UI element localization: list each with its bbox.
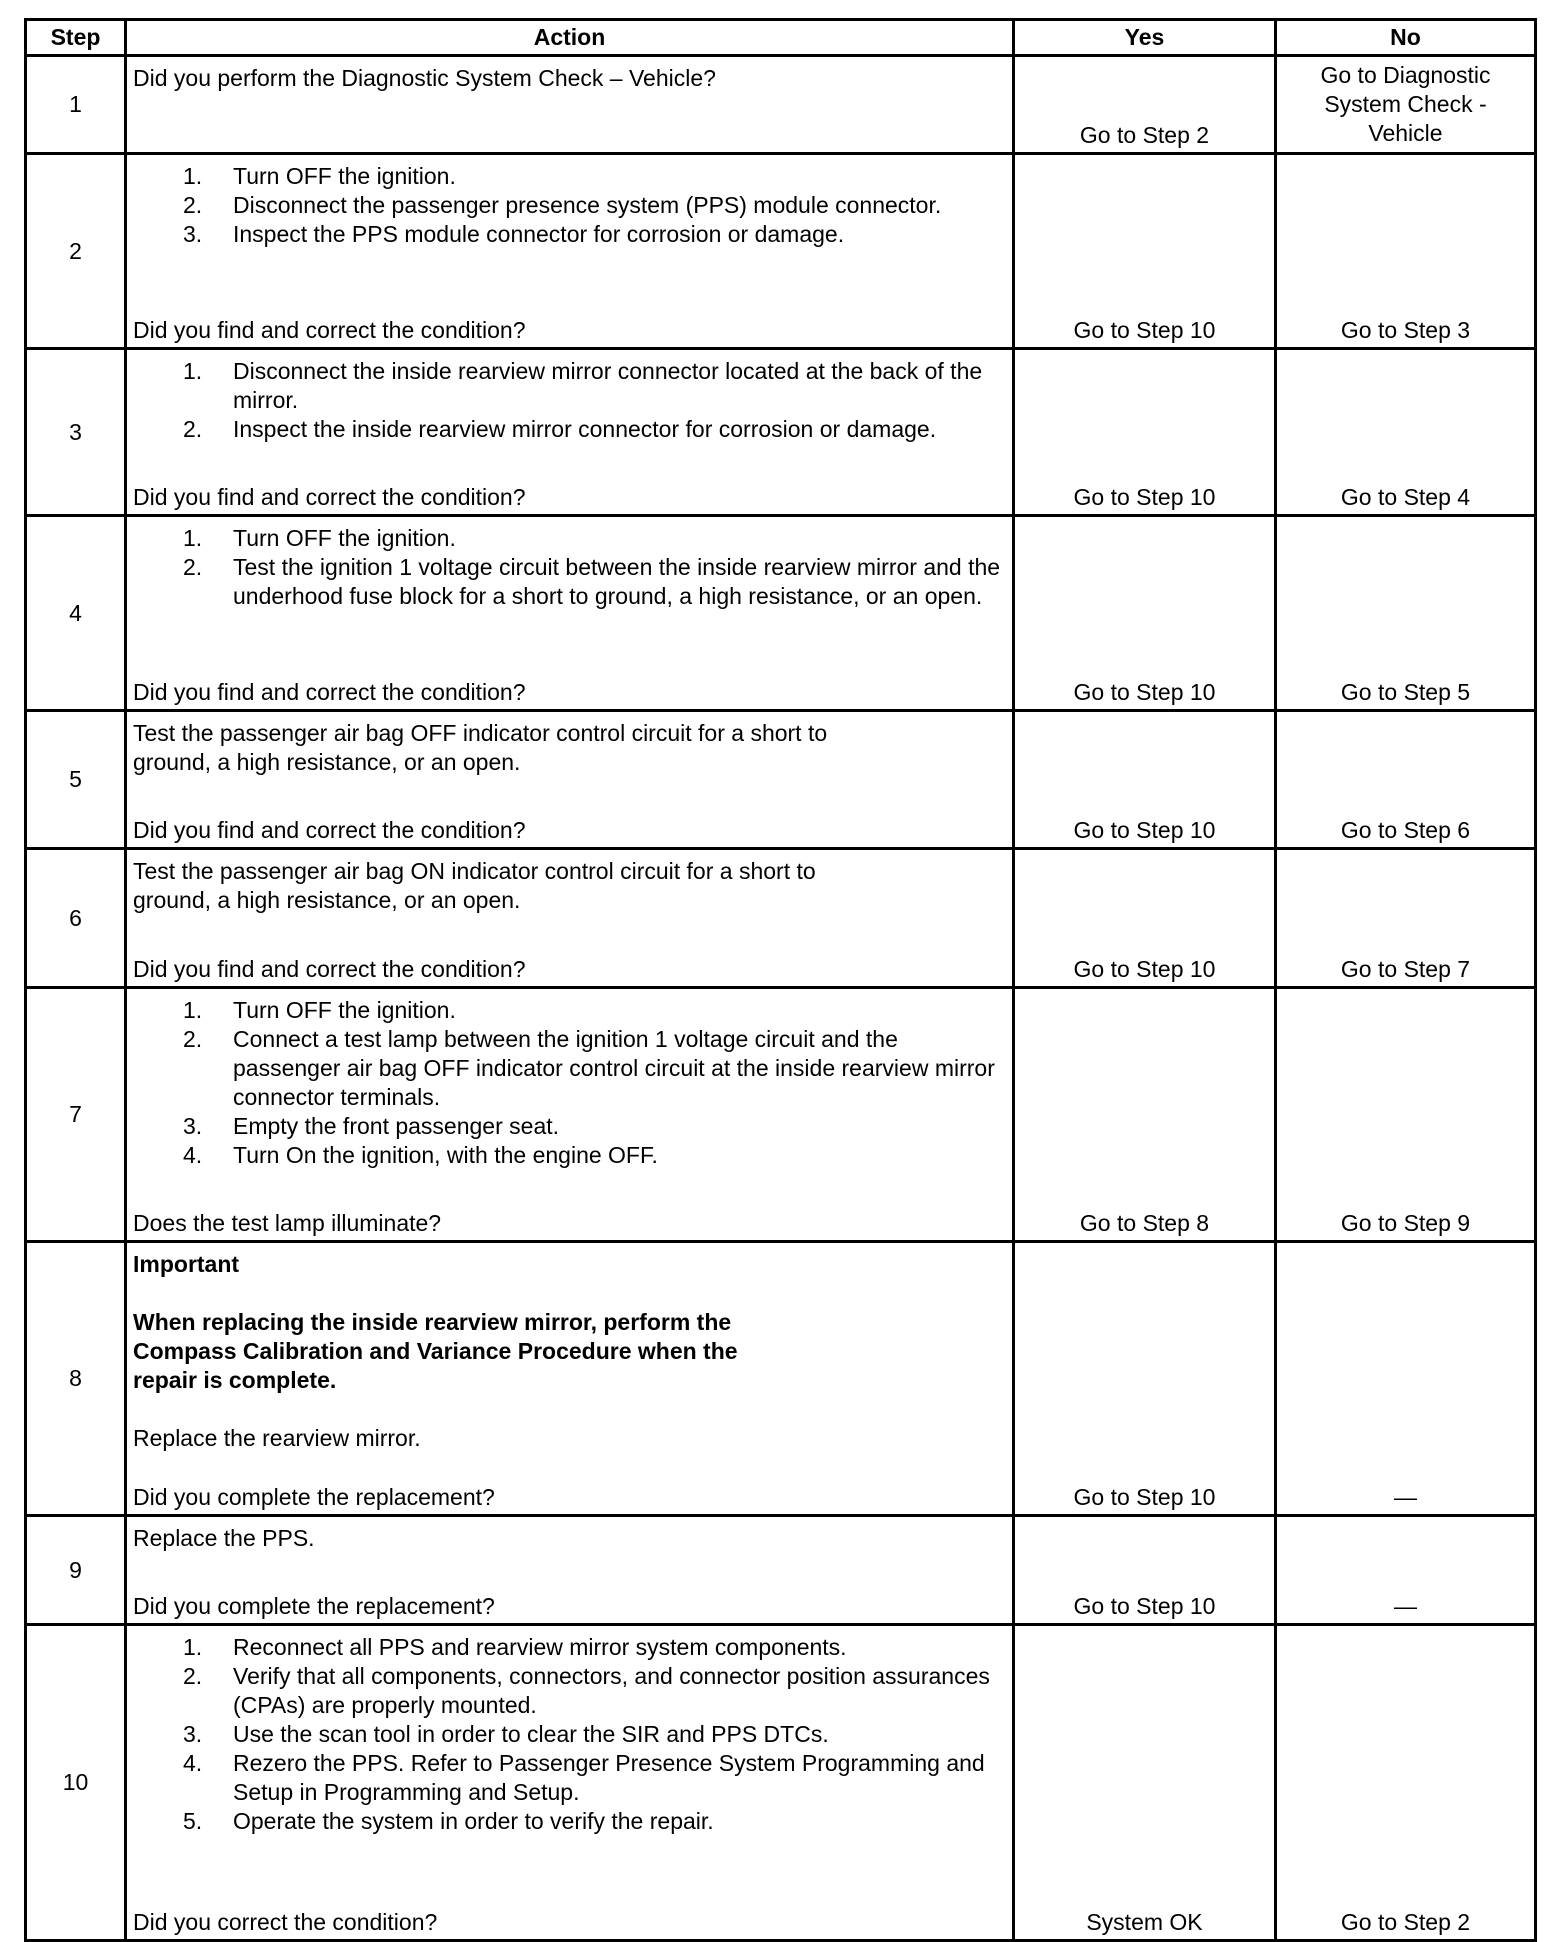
instruction-number: 1. xyxy=(183,1634,203,1660)
step-number: 9 xyxy=(26,1516,126,1625)
instruction-item xyxy=(133,1025,1004,1112)
no-result: Go to Diagnostic System Check - Vehicle xyxy=(1276,56,1536,154)
table-row xyxy=(26,154,1536,349)
action-paragraph: Test the passenger air bag ON indicator control circuit for a short to ground, a high resistance, or an open. xyxy=(133,858,816,913)
action-cell xyxy=(126,516,1014,711)
instruction-item xyxy=(133,996,1004,1025)
header-step: Step xyxy=(26,20,126,56)
action-question: Does the test lamp illuminate? xyxy=(133,1210,442,1236)
instruction-text: Turn OFF the ignition. xyxy=(233,997,456,1023)
instruction-number: 3. xyxy=(183,221,203,247)
yes-result: Go to Step 10 xyxy=(1014,154,1276,349)
instruction-text: Rezero the PPS. Refer to Passenger Presence System Programming and Setup in Programming and Setup. xyxy=(233,1750,985,1805)
yes-result: Go to Step 10 xyxy=(1014,516,1276,711)
table-body xyxy=(26,56,1536,1941)
instruction-list xyxy=(133,1633,1004,1836)
action-cell xyxy=(126,988,1014,1242)
instruction-text: Operate the system in order to verify the repair. xyxy=(233,1808,714,1834)
instruction-number: 1. xyxy=(183,997,203,1023)
instruction-text: Reconnect all PPS and rearview mirror system components. xyxy=(233,1634,847,1660)
instruction-item xyxy=(133,220,1004,249)
instruction-item xyxy=(133,1662,1004,1720)
instruction-item xyxy=(133,357,1004,415)
action-paragraph: Replace the PPS. xyxy=(133,1525,315,1551)
action-question: Did you find and correct the condition? xyxy=(133,317,526,343)
action-question: Did you correct the condition? xyxy=(133,1909,438,1935)
action-body xyxy=(133,996,1004,1170)
instruction-text: Inspect the PPS module connector for corrosion or damage. xyxy=(233,221,845,247)
header-row xyxy=(26,20,1536,56)
no-result: Go to Step 5 xyxy=(1276,516,1536,711)
yes-result: Go to Step 10 xyxy=(1014,849,1276,988)
yes-result: Go to Step 8 xyxy=(1014,988,1276,1242)
no-result: — xyxy=(1276,1242,1536,1516)
no-result: — xyxy=(1276,1516,1536,1625)
instruction-text: Connect a test lamp between the ignition 1 voltage circuit and the passenger air bag OFF indicator control circuit at the inside rearview mirror connector terminals. xyxy=(233,1026,995,1110)
instruction-number: 2. xyxy=(183,192,203,218)
instruction-item xyxy=(133,415,1004,444)
table-row xyxy=(26,988,1536,1242)
action-paragraph: Test the passenger air bag OFF indicator control circuit for a short to ground, a high resistance, or an open. xyxy=(133,720,828,775)
action-cell xyxy=(126,849,1014,988)
header-yes: Yes xyxy=(1014,20,1276,56)
instruction-text: Empty the front passenger seat. xyxy=(233,1113,560,1139)
step-number: 5 xyxy=(26,711,126,849)
step-number: 2 xyxy=(26,154,126,349)
header-action: Action xyxy=(126,20,1014,56)
instruction-text: Disconnect the inside rearview mirror connector located at the back of the mirror. xyxy=(233,358,983,413)
table-row xyxy=(26,1625,1536,1941)
action-cell xyxy=(126,154,1014,349)
action-question: Did you find and correct the condition? xyxy=(133,956,526,982)
step-number: 1 xyxy=(26,56,126,154)
action-body xyxy=(133,1633,1004,1836)
instruction-number: 2. xyxy=(183,554,203,580)
instruction-number: 4. xyxy=(183,1750,203,1776)
action-cell xyxy=(126,711,1014,849)
instruction-text: Turn OFF the ignition. xyxy=(233,525,456,551)
instruction-number: 5. xyxy=(183,1808,203,1834)
instruction-item xyxy=(133,1749,1004,1807)
instruction-number: 4. xyxy=(183,1142,203,1168)
instruction-item xyxy=(133,162,1004,191)
instruction-item xyxy=(133,1720,1004,1749)
step-number: 4 xyxy=(26,516,126,711)
instruction-item xyxy=(133,553,1004,611)
action-body xyxy=(133,357,1004,444)
action-paragraph: Replace the rearview mirror. xyxy=(133,1425,421,1451)
instruction-list xyxy=(133,524,1004,611)
yes-result: Go to Step 10 xyxy=(1014,1516,1276,1625)
yes-result: Go to Step 10 xyxy=(1014,1242,1276,1516)
instruction-number: 2. xyxy=(183,1663,203,1689)
instruction-text: Verify that all components, connectors, and connector position assurances (CPAs) are properly mounted. xyxy=(233,1663,990,1718)
instruction-number: 1. xyxy=(183,358,203,384)
step-number: 10 xyxy=(26,1625,126,1941)
action-cell xyxy=(126,1242,1014,1516)
instruction-item xyxy=(133,1112,1004,1141)
action-body xyxy=(133,162,1004,249)
instruction-number: 3. xyxy=(183,1113,203,1139)
action-question: Did you complete the replacement? xyxy=(133,1593,495,1619)
instruction-list xyxy=(133,357,1004,444)
instruction-number: 1. xyxy=(183,163,203,189)
important-text: When replacing the inside rearview mirror, perform the Compass Calibration and Variance Procedure when the repair is complete. xyxy=(133,1309,738,1393)
action-body xyxy=(133,719,1004,777)
no-result: Go to Step 2 xyxy=(1276,1625,1536,1941)
no-result: Go to Step 9 xyxy=(1276,988,1536,1242)
instruction-item xyxy=(133,1141,1004,1170)
table-row xyxy=(26,1242,1536,1516)
action-question: Did you complete the replacement? xyxy=(133,1484,495,1510)
header-no: No xyxy=(1276,20,1536,56)
action-body xyxy=(133,1250,1004,1453)
action-cell xyxy=(126,349,1014,516)
instruction-text: Disconnect the passenger presence system (PPS) module connector. xyxy=(233,192,942,218)
action-question: Did you find and correct the condition? xyxy=(133,484,526,510)
no-result: Go to Step 7 xyxy=(1276,849,1536,988)
table-row xyxy=(26,849,1536,988)
instruction-list xyxy=(133,162,1004,249)
table-row xyxy=(26,711,1536,849)
action-body xyxy=(133,64,1004,93)
yes-result: Go to Step 10 xyxy=(1014,711,1276,849)
action-body xyxy=(133,524,1004,611)
action-question: Did you find and correct the condition? xyxy=(133,817,526,843)
instruction-item xyxy=(133,191,1004,220)
step-number: 3 xyxy=(26,349,126,516)
yes-result: System OK xyxy=(1014,1625,1276,1941)
step-number: 8 xyxy=(26,1242,126,1516)
instruction-number: 2. xyxy=(183,416,203,442)
yes-result: Go to Step 2 xyxy=(1014,56,1276,154)
instruction-item xyxy=(133,524,1004,553)
no-result: Go to Step 3 xyxy=(1276,154,1536,349)
step-number: 7 xyxy=(26,988,126,1242)
diagnostic-table xyxy=(24,18,1537,1942)
important-heading: Important xyxy=(133,1251,240,1277)
instruction-number: 3. xyxy=(183,1721,203,1747)
table-row xyxy=(26,56,1536,154)
table-row xyxy=(26,349,1536,516)
step-number: 6 xyxy=(26,849,126,988)
table-row xyxy=(26,516,1536,711)
instruction-item xyxy=(133,1633,1004,1662)
action-question: Did you find and correct the condition? xyxy=(133,679,526,705)
instruction-text: Test the ignition 1 voltage circuit between the inside rearview mirror and the underhood fuse block for a short to ground, a high resistance, or an open. xyxy=(233,554,1001,609)
action-body xyxy=(133,1524,1004,1553)
instruction-text: Use the scan tool in order to clear the SIR and PPS DTCs. xyxy=(233,1721,829,1747)
action-body xyxy=(133,857,1004,915)
yes-result: Go to Step 10 xyxy=(1014,349,1276,516)
no-result: Go to Step 4 xyxy=(1276,349,1536,516)
instruction-number: 2. xyxy=(183,1026,203,1052)
table-row xyxy=(26,1516,1536,1625)
instruction-text: Inspect the inside rearview mirror connector for corrosion or damage. xyxy=(233,416,937,442)
action-paragraph: Did you perform the Diagnostic System Check – Vehicle? xyxy=(133,65,716,91)
instruction-text: Turn OFF the ignition. xyxy=(233,163,456,189)
action-cell xyxy=(126,56,1014,154)
instruction-text: Turn On the ignition, with the engine OFF. xyxy=(233,1142,658,1168)
no-result: Go to Step 6 xyxy=(1276,711,1536,849)
instruction-list xyxy=(133,996,1004,1170)
action-cell xyxy=(126,1516,1014,1625)
instruction-item xyxy=(133,1807,1004,1836)
action-cell xyxy=(126,1625,1014,1941)
instruction-number: 1. xyxy=(183,525,203,551)
